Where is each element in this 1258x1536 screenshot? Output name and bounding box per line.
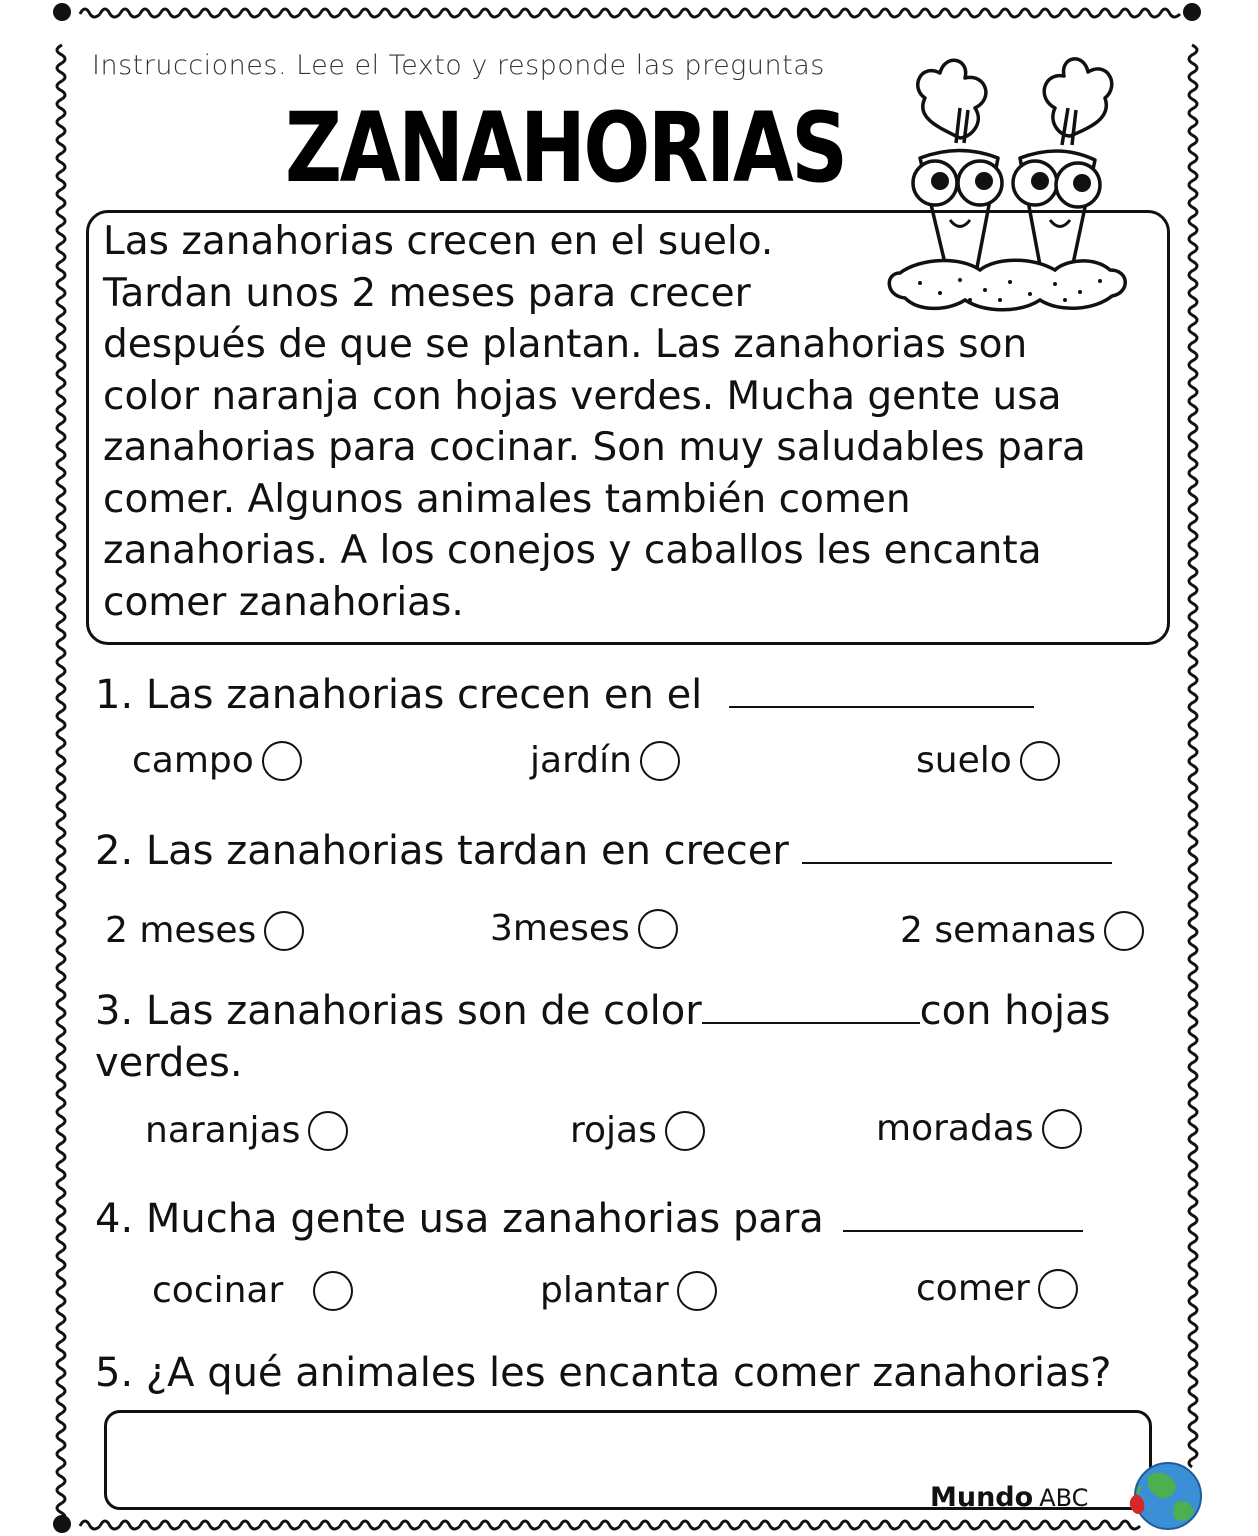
option-label: moradas: [876, 1108, 1034, 1149]
option-1a[interactable]: [132, 740, 302, 781]
question-3-line2: verdes.: [95, 1040, 243, 1086]
answer-blank[interactable]: [702, 988, 920, 1024]
option-1b[interactable]: [530, 740, 680, 781]
reading-passage: [103, 216, 1173, 628]
brand-name: Mundo: [930, 1482, 1034, 1513]
corner-dot: [1183, 3, 1201, 21]
question-4-text: 4. Mucha gente usa zanahorias para: [95, 1196, 824, 1242]
question-1-text: 1. Las zanahorias crecen en el: [95, 672, 703, 718]
passage-line: zanahorias para cocinar. Son muy saludables para: [103, 425, 1086, 470]
option-label: campo: [132, 740, 254, 781]
option-4b[interactable]: [540, 1270, 717, 1311]
answer-circle[interactable]: [1104, 911, 1144, 951]
answer-circle[interactable]: [677, 1271, 717, 1311]
answer-circle[interactable]: [262, 741, 302, 781]
left-swirl-border: [57, 45, 65, 1521]
option-4c[interactable]: [916, 1268, 1078, 1309]
option-label: suelo: [916, 740, 1012, 781]
answer-blank[interactable]: [802, 828, 1112, 864]
option-label: cocinar: [152, 1270, 284, 1311]
option-label: comer: [916, 1268, 1030, 1309]
option-2c[interactable]: [900, 910, 1144, 951]
option-3c[interactable]: [876, 1108, 1082, 1149]
passage-line: zanahorias. A los conejos y caballos les encanta: [103, 528, 1042, 573]
answer-circle[interactable]: [264, 911, 304, 951]
option-label: 3meses: [490, 908, 630, 949]
question-3-text-after: con hojas: [919, 988, 1111, 1034]
option-3a[interactable]: [145, 1110, 348, 1151]
page-title: ZANAHORIAS: [285, 92, 846, 204]
answer-circle[interactable]: [1042, 1109, 1082, 1149]
passage-line: comer. Algunos animales también comen: [103, 476, 911, 522]
answer-circle[interactable]: [1038, 1269, 1078, 1309]
right-swirl-border: [1189, 45, 1197, 1467]
question-3: [95, 988, 1110, 1034]
brand-suffix: ABC: [1039, 1484, 1089, 1512]
question-1: [95, 672, 1034, 718]
option-4a[interactable]: [152, 1270, 353, 1311]
answer-blank[interactable]: [729, 672, 1034, 708]
answer-blank[interactable]: [843, 1196, 1083, 1232]
corner-dot: [53, 3, 71, 21]
bottom-swirl-border: [80, 1521, 1140, 1529]
passage-line: Tardan unos 2 meses para crecer: [103, 270, 751, 316]
option-label: rojas: [570, 1110, 657, 1151]
passage-line: Las zanahorias crecen en el suelo.: [103, 219, 774, 264]
globe-icon: [1118, 1458, 1208, 1536]
option-3b[interactable]: [570, 1110, 705, 1151]
option-label: plantar: [540, 1270, 669, 1311]
question-5: 5. ¿A qué animales les encanta comer zanahorias?: [95, 1350, 1112, 1396]
answer-circle[interactable]: [665, 1111, 705, 1151]
question-2-text: 2. Las zanahorias tardan en crecer: [95, 828, 789, 874]
option-label: naranjas: [145, 1110, 301, 1151]
top-swirl-border: [80, 9, 1180, 17]
question-2: [95, 828, 1112, 874]
instructions-text: Instrucciones. Lee el Texto y responde las preguntas: [92, 50, 825, 81]
answer-circle[interactable]: [308, 1111, 348, 1151]
answer-circle[interactable]: [640, 741, 680, 781]
brand-logo: [930, 1482, 1088, 1513]
carrot-leaf-left: [918, 60, 986, 138]
option-1c[interactable]: [916, 740, 1060, 781]
option-2b[interactable]: [490, 908, 678, 949]
question-4: [95, 1196, 1083, 1242]
passage-line: comer zanahorias.: [103, 579, 464, 625]
option-label: 2 meses: [105, 910, 257, 951]
passage-line: después de que se plantan. Las zanahorias son: [103, 322, 1028, 367]
answer-circle[interactable]: [1020, 741, 1060, 781]
carrot-leaf-right: [1044, 59, 1112, 136]
answer-circle[interactable]: [638, 909, 678, 949]
option-label: 2 semanas: [900, 910, 1097, 951]
answer-circle[interactable]: [313, 1271, 353, 1311]
option-label: jardín: [530, 740, 632, 781]
corner-dot: [53, 1515, 71, 1533]
option-2a[interactable]: [105, 910, 304, 951]
passage-line: color naranja con hojas verdes. Mucha gente usa: [103, 373, 1062, 419]
question-3-text: 3. Las zanahorias son de color: [95, 988, 702, 1034]
